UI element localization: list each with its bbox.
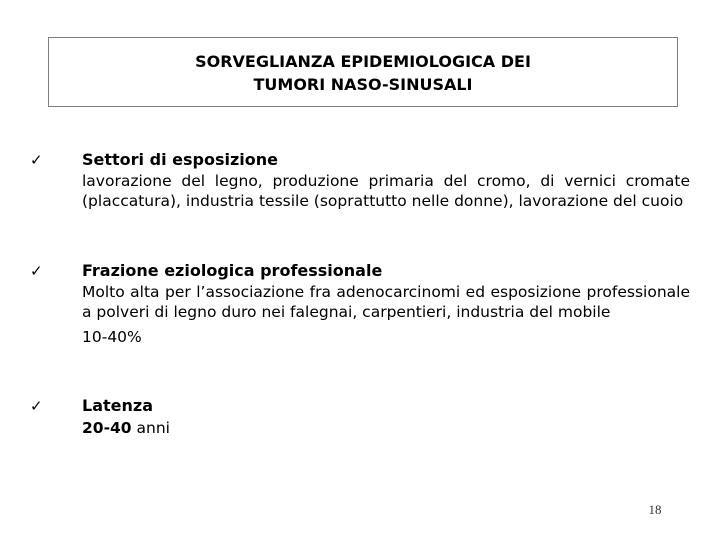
bullet-percentage: 10-40%	[82, 328, 142, 346]
bullet-content	[82, 150, 690, 211]
page-number: 18	[648, 502, 662, 517]
bullet-text: Molto alta per l’associazione fra adenocarcinomi ed esposizione professionale a polveri di legno duro nei falegnai, carpentieri, industria del mobile	[82, 283, 690, 321]
bullet-heading: Latenza	[82, 396, 153, 415]
slide-title-box	[48, 37, 678, 107]
checkmark-icon: ✓	[30, 262, 43, 280]
bullet-heading: Frazione eziologica professionale	[82, 261, 383, 280]
latency-unit: anni	[136, 419, 170, 437]
slide-title-line-1: SORVEGLIANZA EPIDEMIOLOGICA DEI	[195, 52, 531, 71]
checkmark-icon: ✓	[30, 397, 43, 415]
bullet-content	[82, 261, 690, 348]
checkmark-icon: ✓	[30, 151, 43, 169]
latency-value: 20-40	[82, 419, 132, 437]
bullet-heading: Settori di esposizione	[82, 150, 278, 169]
slide-title-line-2: TUMORI NASO-SINUSALI	[253, 75, 473, 94]
bullet-text: lavorazione del legno, produzione primaria del cromo, di vernici cromate (placcatura), industria tessile (soprattutto nelle donne), lavorazione del cuoio	[82, 172, 690, 210]
bullet-content	[82, 396, 690, 439]
latency-line	[82, 419, 690, 439]
